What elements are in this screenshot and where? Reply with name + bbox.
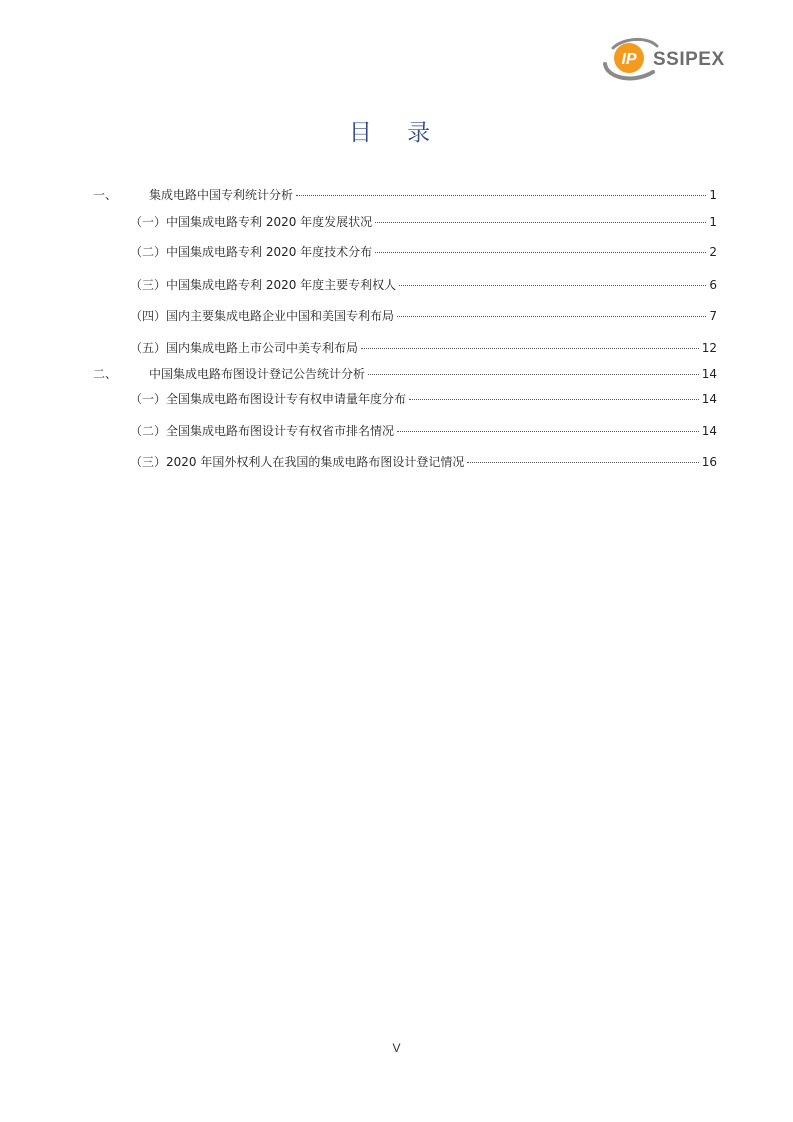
toc-entry-page: 16 xyxy=(701,455,717,469)
logo-ssipex-text: SSIPEX xyxy=(653,49,725,70)
logo-ip-text: IP xyxy=(621,51,637,68)
toc-entry-text: （二）全国集成电路布图设计专有权省市排名情况 xyxy=(130,424,395,438)
toc-leader-dots xyxy=(296,195,706,196)
toc-entry[interactable] xyxy=(130,308,717,324)
toc-entry-page: 12 xyxy=(701,341,717,355)
toc-entry[interactable] xyxy=(130,277,717,293)
toc-entry[interactable] xyxy=(130,214,717,230)
toc-entry[interactable] xyxy=(130,454,717,470)
toc-leader-dots xyxy=(361,348,699,349)
toc-entry-page: 14 xyxy=(701,392,717,406)
toc-entry-number: 一、 xyxy=(93,188,118,202)
toc-entry-text: 集成电路中国专利统计分析 xyxy=(149,188,294,202)
toc-entry-text: （一）中国集成电路专利 2020 年度发展状况 xyxy=(130,215,373,229)
toc-entry-page: 7 xyxy=(709,309,717,323)
toc-entry-page: 1 xyxy=(709,215,717,229)
toc-leader-dots xyxy=(375,252,706,253)
toc-leader-dots xyxy=(375,222,706,223)
page-title: 目 录 xyxy=(348,120,445,146)
toc-leader-dots xyxy=(397,431,699,432)
toc-entry-text: 中国集成电路布图设计登记公告统计分析 xyxy=(149,367,366,381)
toc-leader-dots xyxy=(409,399,699,400)
toc-leader-dots xyxy=(368,374,699,375)
toc-entry[interactable] xyxy=(130,340,717,356)
toc-entry[interactable] xyxy=(130,244,717,260)
table-of-contents xyxy=(0,0,793,500)
toc-entry-text: （一）全国集成电路布图设计专有权申请量年度分布 xyxy=(130,392,407,406)
toc-entry-text: （四）国内主要集成电路企业中国和美国专利布局 xyxy=(130,309,395,323)
toc-entry[interactable] xyxy=(93,366,717,382)
toc-entry-text: （五）国内集成电路上市公司中美专利布局 xyxy=(130,341,359,355)
toc-entry-page: 6 xyxy=(709,278,717,292)
toc-entry[interactable] xyxy=(130,391,717,407)
toc-entry-page: 14 xyxy=(701,367,717,381)
toc-entry-page: 2 xyxy=(709,245,717,259)
toc-entry-page: 1 xyxy=(709,188,717,202)
toc-entry[interactable] xyxy=(93,187,717,203)
toc-entry-text: （二）中国集成电路专利 2020 年度技术分布 xyxy=(130,245,373,259)
toc-entry[interactable] xyxy=(130,423,717,439)
toc-entry-text: （三）中国集成电路专利 2020 年度主要专利权人 xyxy=(130,278,397,292)
toc-leader-dots xyxy=(467,462,698,463)
toc-entry-text: （三）2020 年国外权利人在我国的集成电路布图设计登记情况 xyxy=(130,455,465,469)
page-number: V xyxy=(392,1041,401,1055)
toc-entry-number: 二、 xyxy=(93,367,118,381)
toc-leader-dots xyxy=(399,285,706,286)
toc-leader-dots xyxy=(397,316,706,317)
toc-entry-page: 14 xyxy=(701,424,717,438)
